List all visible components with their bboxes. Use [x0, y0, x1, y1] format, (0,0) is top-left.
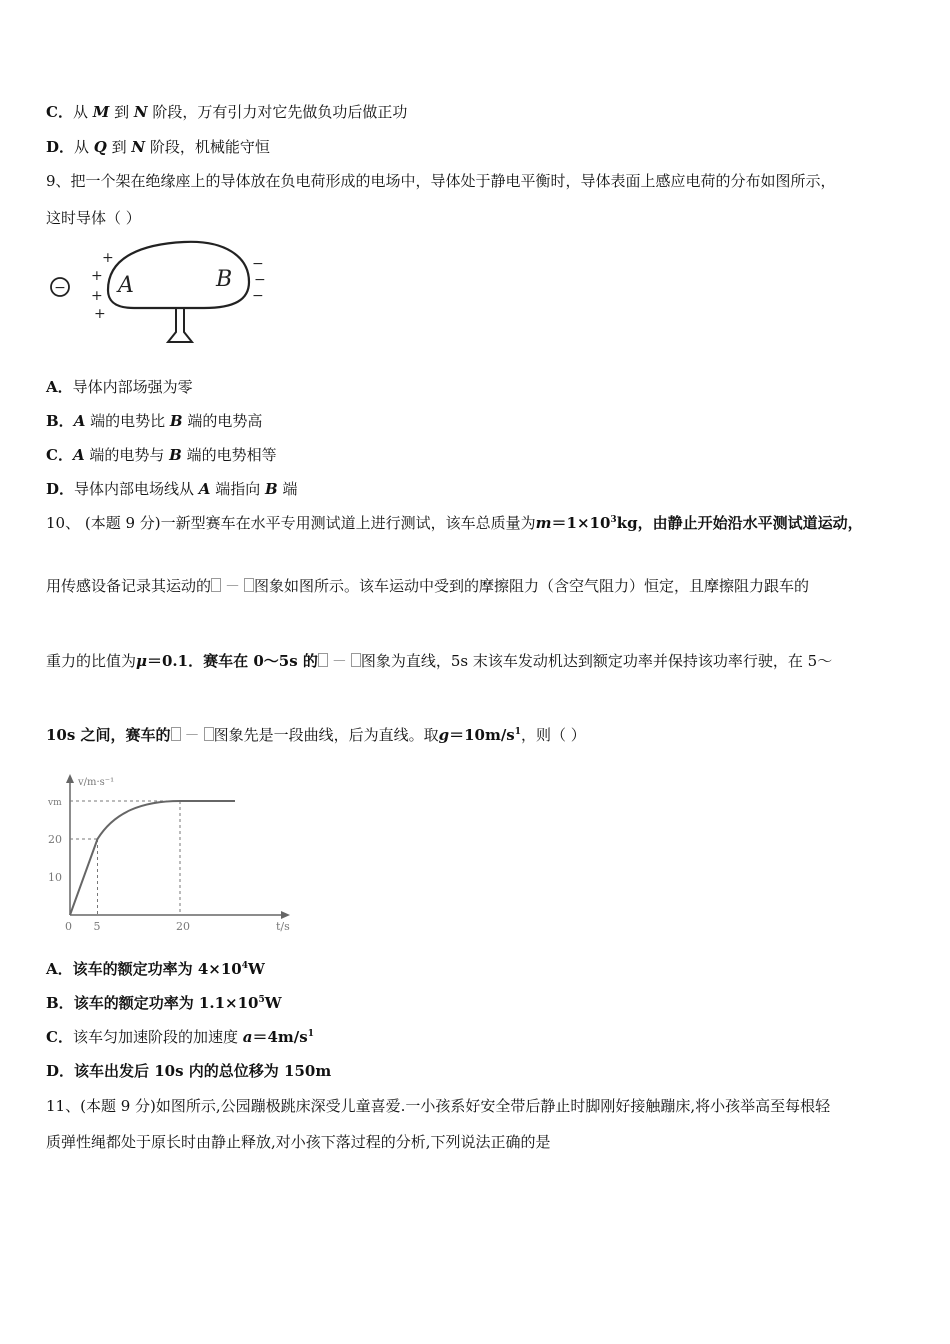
- x-tick-label: 5: [93, 920, 101, 933]
- missing-glyph-box: [351, 653, 361, 667]
- missing-glyph-box: [204, 727, 214, 741]
- y-axis-label: v/m·s⁻¹: [78, 777, 115, 788]
- x-axis-arrow: [281, 911, 290, 919]
- q10-stem-line3: 重力的比值为μ＝0.1．赛车在 0～5s 的 － 图象为直线，5s 末该车发动机达到额定功率并保持该功率行驶，在 5～: [46, 652, 833, 670]
- missing-glyph-box: [244, 578, 254, 592]
- tick-labels: [47, 798, 190, 933]
- x-axis-label: t/s: [276, 920, 290, 933]
- minus-charge: −: [252, 288, 264, 304]
- guide-lines: [70, 801, 180, 915]
- q9-option-b: B．A 端的电势比 B 端的电势高: [46, 412, 263, 430]
- x-tick-label: 20: [176, 920, 190, 933]
- q9-option-d: D．导体内部电场线从 A 端指向 B 端: [46, 480, 298, 498]
- y-axis-arrow: [66, 774, 74, 783]
- velocity-curve: [70, 801, 235, 915]
- q10-option-d: D．该车出发后 10s 内的总位移为 150m: [46, 1062, 332, 1080]
- q11-stem-line2: 质弹性绳都处于原长时由静止释放,对小孩下落过程的分析,下列说法正确的是: [46, 1133, 551, 1151]
- q11-stem-line1: 11、(本题 9 分)如图所示,公园蹦极跳床深受儿童喜爱.一小孩系好安全带后静止时脚刚好接触蹦床,将小孩举高至每根轻: [46, 1097, 831, 1115]
- plus-charge: +: [94, 306, 106, 322]
- missing-glyph-box: [318, 653, 328, 667]
- missing-glyph-box: [211, 578, 221, 592]
- q10-option-a: A．该车的额定功率为 $4\times 10^4W$: [46, 960, 265, 978]
- y-tick-label: vm: [48, 798, 62, 808]
- x-tick-label: 0: [65, 920, 72, 933]
- q8-option-c: C．从 M 到 N 阶段，万有引力对它先做负功后做正功: [46, 103, 408, 121]
- q10-stem-line1: 10、 (本题 9 分)一新型赛车在水平专用测试道上进行测试，该车总质量为$m=1\times 10^3kg$，由静止开始沿水平测试道运动，: [46, 514, 863, 532]
- minus-charge: −: [252, 256, 264, 272]
- minus-charge: −: [254, 272, 266, 288]
- point-b-label: B: [216, 267, 233, 292]
- q10-option-c: C．该车匀加速阶段的加速度 $a=4m/s^1$: [46, 1028, 314, 1046]
- q10-stem-line4: 10s 之间，赛车的 － 图象先是一段曲线，后为直线。取$g=10m/s^1$，则（ ）: [46, 726, 586, 744]
- q9-conductor-figure: [44, 236, 274, 352]
- q10-option-b: B．该车的额定功率为 $1.1\times 10^5W$: [46, 994, 282, 1012]
- q9-option-a: A．导体内部场强为零: [46, 378, 193, 396]
- plus-charge: +: [91, 288, 103, 304]
- q10-velocity-time-chart: [44, 770, 294, 938]
- missing-glyph-box: [171, 727, 181, 741]
- q10-stem-line2: 用传感设备记录其运动的 － 图象如图所示。该车运动中受到的摩擦阻力（含空气阻力）恒定，且摩擦阻力跟车的: [46, 577, 810, 595]
- q9-option-c: C．A 端的电势与 B 端的电势相等: [46, 446, 277, 464]
- plus-charge: +: [102, 250, 114, 266]
- negative-charge-sign: −: [54, 280, 66, 296]
- q9-stem-line1: 9、把一个架在绝缘座上的导体放在负电荷形成的电场中，导体处于静电平衡时，导体表面上感应电荷的分布如图所示，: [46, 172, 836, 190]
- point-a-label: A: [118, 273, 134, 298]
- plus-charge: +: [91, 268, 103, 284]
- y-tick-label: 20: [48, 833, 62, 846]
- y-tick-label: 10: [48, 871, 62, 884]
- insulating-stand: [168, 308, 192, 342]
- q8-option-d: D．从 Q 到 N 阶段，机械能守恒: [46, 138, 270, 156]
- q9-stem-line2: 这时导体（ ）: [46, 209, 141, 227]
